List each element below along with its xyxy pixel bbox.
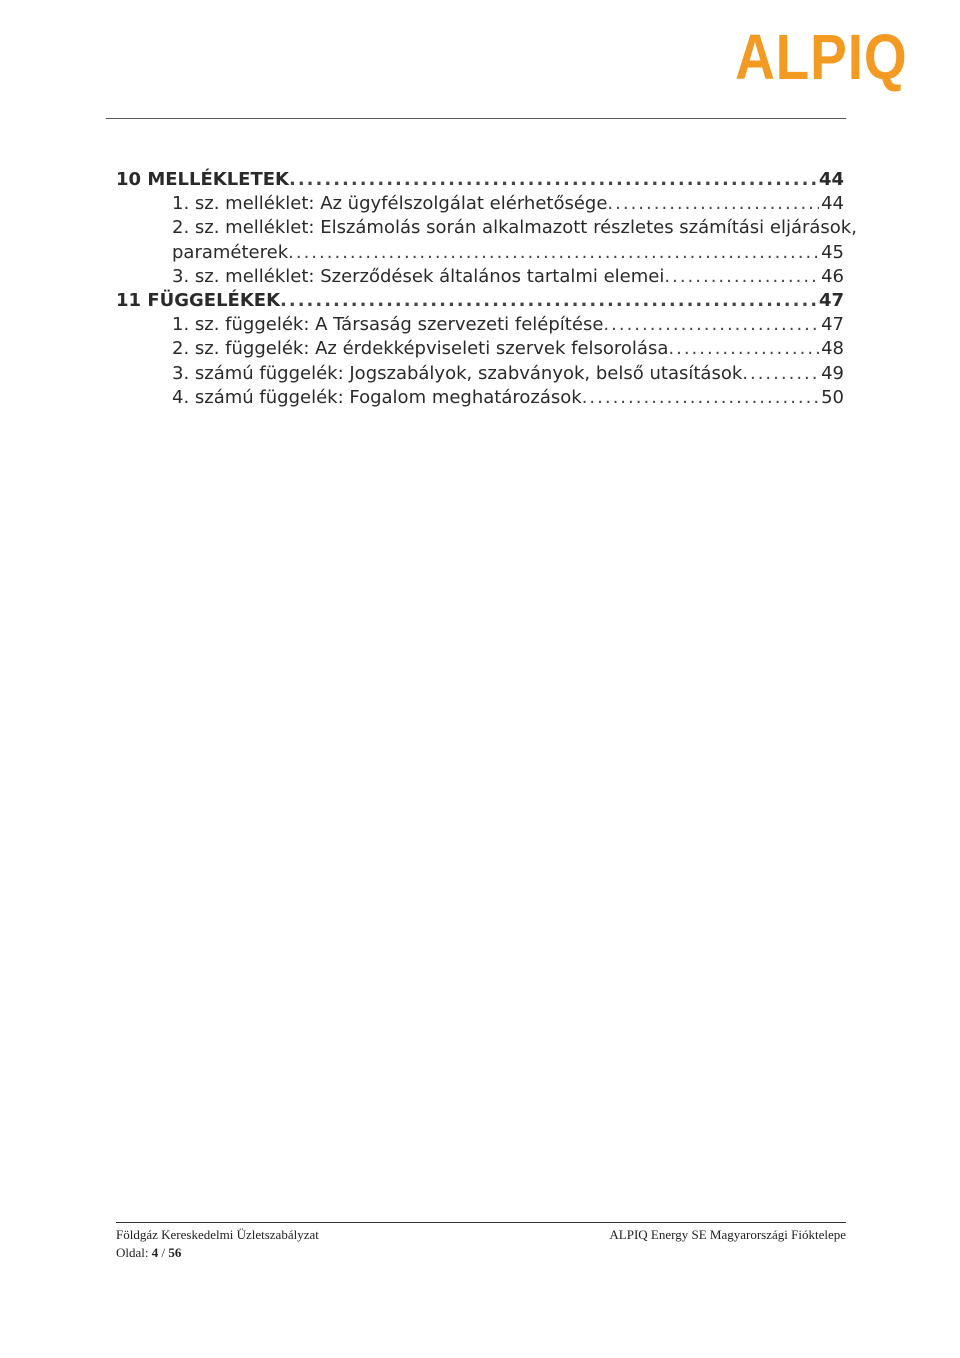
toc-label: 4. számú függelék: Fogalom meghatározások bbox=[172, 386, 582, 408]
toc-entry-melleklet-2-line1[interactable] bbox=[116, 216, 857, 240]
toc-label: 3. számú függelék: Jogszabályok, szabványok, belső utasítások bbox=[172, 362, 743, 384]
toc-page-number: 45 bbox=[821, 241, 844, 263]
toc-page-number: 49 bbox=[821, 362, 844, 384]
toc-label: 10 MELLÉKLETEK bbox=[116, 169, 289, 190]
toc-section-11[interactable] bbox=[116, 289, 844, 313]
page-footer bbox=[116, 1226, 846, 1262]
toc-leader bbox=[607, 192, 819, 216]
toc-page-number: 50 bbox=[821, 386, 844, 408]
toc-section-10[interactable] bbox=[116, 168, 844, 192]
toc-label: 11 FÜGGELÉKEK bbox=[116, 289, 281, 311]
toc-label: paraméterek bbox=[172, 241, 289, 263]
toc-label: 1. sz. függelék: A Társaság szervezeti felépítése bbox=[172, 314, 604, 336]
page-current: 4 bbox=[151, 1245, 159, 1260]
toc-entry-melleklet-2[interactable] bbox=[116, 241, 844, 265]
toc-entry-melleklet-3[interactable] bbox=[116, 265, 844, 289]
table-of-contents bbox=[116, 168, 857, 410]
page-total: 56 bbox=[168, 1245, 182, 1260]
toc-label: 1. sz. melléklet: Az ügyfélszolgálat elérhetősége bbox=[172, 193, 608, 215]
toc-leader bbox=[668, 337, 819, 361]
toc-leader bbox=[582, 386, 819, 410]
page-indicator bbox=[116, 1244, 846, 1262]
toc-leader bbox=[664, 265, 819, 289]
toc-leader bbox=[288, 241, 819, 265]
toc-page-number: 48 bbox=[821, 338, 844, 360]
toc-page-number: 47 bbox=[818, 289, 844, 311]
toc-entry-fuggelek-1[interactable] bbox=[116, 313, 844, 337]
toc-label: 2. sz. melléklet: Elszámolás során alkalmazott részletes számítási eljárások, bbox=[172, 217, 857, 239]
toc-label: 3. sz. melléklet: Szerződések általános tartalmi elemei bbox=[172, 265, 665, 287]
header-divider bbox=[106, 118, 846, 119]
toc-page-number: 46 bbox=[821, 265, 844, 287]
toc-entry-fuggelek-3[interactable] bbox=[116, 362, 844, 386]
alpiq-logo: ALPIQ bbox=[735, 21, 908, 93]
page-label: Oldal: bbox=[116, 1245, 149, 1260]
toc-entry-fuggelek-2[interactable] bbox=[116, 337, 844, 361]
toc-page-number: 47 bbox=[821, 314, 844, 336]
toc-leader bbox=[742, 362, 819, 386]
toc-label: 2. sz. függelék: Az érdekképviseleti szervek felsorolása bbox=[172, 338, 669, 360]
toc-leader bbox=[289, 168, 817, 192]
page-separator: / bbox=[161, 1245, 166, 1260]
toc-leader bbox=[603, 313, 819, 337]
footer-document-title: Földgáz Kereskedelmi Üzletszabályzat bbox=[116, 1227, 319, 1242]
toc-leader bbox=[280, 289, 817, 313]
toc-entry-melleklet-1[interactable] bbox=[116, 192, 844, 216]
toc-entry-fuggelek-4[interactable] bbox=[116, 386, 844, 410]
footer-divider bbox=[116, 1222, 846, 1223]
toc-page-number: 44 bbox=[821, 193, 844, 215]
footer-company-name: ALPIQ Energy SE Magyarországi Fióktelepe bbox=[609, 1227, 846, 1242]
toc-page-number: 44 bbox=[818, 169, 844, 190]
